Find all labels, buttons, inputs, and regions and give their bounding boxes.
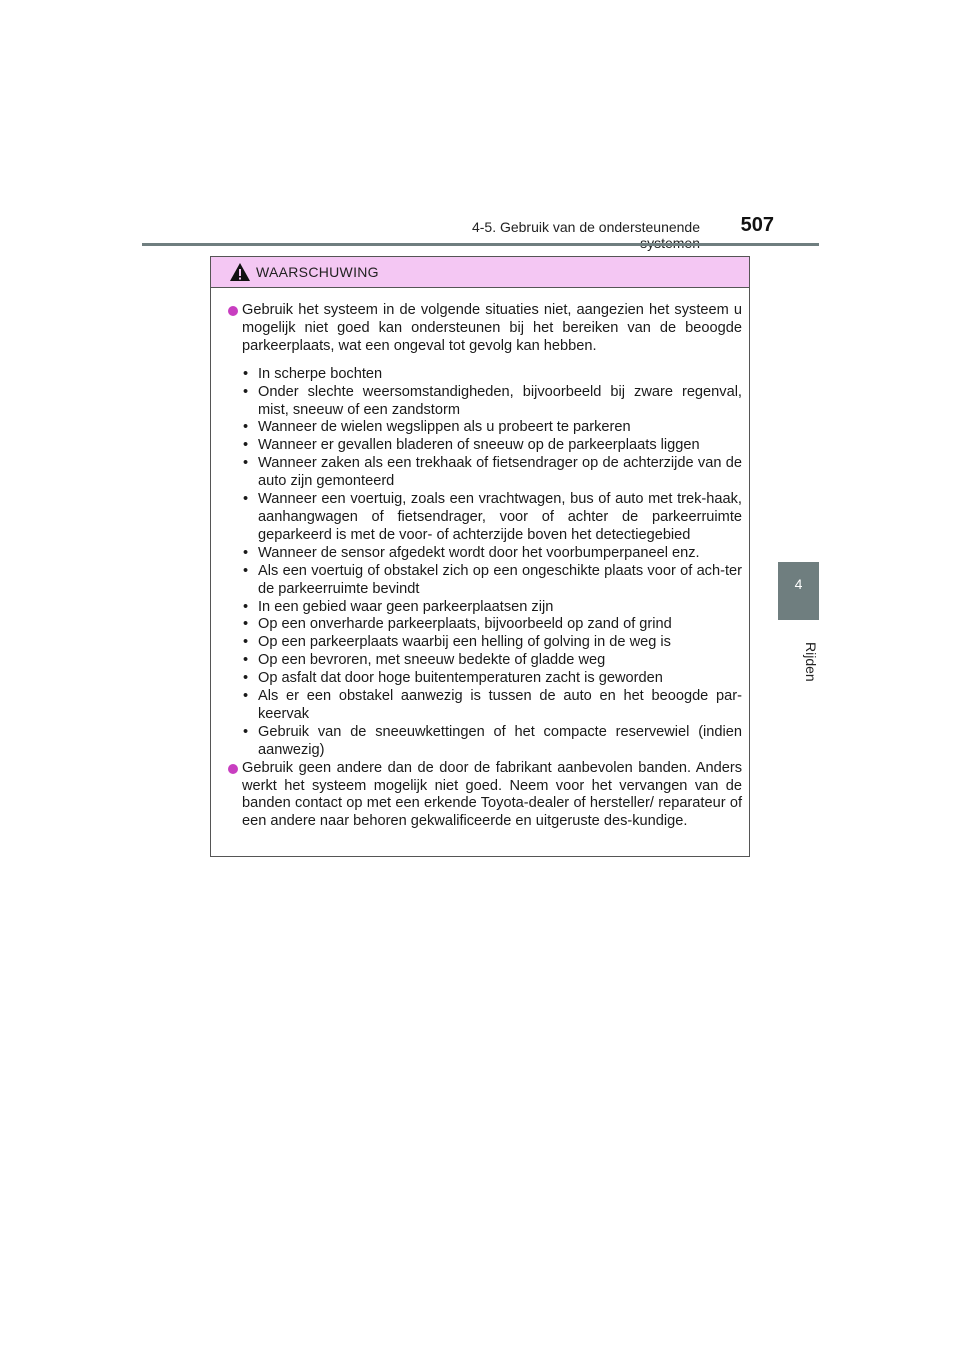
list-item: • Onder slechte weersomstandigheden, bijvoorbeeld bij zware regenval, mist, sneeuw of een zandstorm (243, 383, 742, 418)
warning-paragraph (228, 302, 742, 356)
warning-triangle-icon (229, 262, 251, 282)
warning-body (211, 288, 749, 831)
list-item: • Op asfalt dat door hoge buitentemperaturen zacht is geworden (243, 670, 663, 687)
header-rule (142, 243, 819, 246)
list-item: • In een gebied waar geen parkeerplaatsen zijn (243, 598, 554, 615)
list-item: • In scherpe bochten (243, 365, 383, 382)
list-item: • Als er een obstakel aanwezig is tussen de auto en het beoogde par-keervak (243, 688, 742, 722)
list-item: • Op een bevroren, met sneeuw bedekte of gladde weg (243, 652, 606, 669)
chapter-number: 4 (794, 576, 803, 592)
warning-paragraph-text: Gebruik geen andere dan de door de fabrikant aanbevolen banden. Anders werkt het systeem mogelijk niet goed. Neem voor het vervangen van de banden contact op met een erkende Toyota-dealer of hersteller/ reparateur of een andere naar behoren gekwalificeerde en uitgeruste des-kundige. (242, 759, 742, 830)
list-item: • Als een voertuig of obstakel zich op een ongeschikte plaats voor of ach-ter de parkeerruimte bevindt (243, 562, 742, 597)
list-item: • Wanneer een voertuig, zoals een vrachtwagen, bus of auto met trek-haak, aanhangwagen of fietsendrager, voor of achter de parkeerruimte geparkeerd is met de voor- of achterzijde boven het detectiegebied (243, 491, 742, 543)
list-item: • Gebruik van de sneeuwkettingen of het compacte reservewiel (indien aanwezig) (243, 723, 742, 758)
list-item: • Wanneer zaken als een trekhaak of fietsendrager op de achterzijde van de auto zijn gemonteerd (243, 455, 742, 490)
list-item: • Op een parkeerplaats waarbij een helling of golving in de weg is (243, 634, 671, 651)
warning-header (211, 257, 749, 288)
warning-box (210, 256, 750, 857)
list-item: • Wanneer de sensor afgedekt wordt door het voorbumperpaneel enz. (243, 544, 700, 561)
warning-paragraph (228, 760, 742, 832)
page-number: 507 (740, 214, 774, 236)
chapter-label: Rijden (803, 642, 819, 682)
list-item: • Wanneer de wielen wegslippen als u probeert te parkeren (243, 419, 631, 436)
warning-title: WAARSCHUWING (256, 264, 379, 280)
list-item: • Wanneer er gevallen bladeren of sneeuw op de parkeerplaats liggen (243, 437, 700, 454)
bullet-dot-icon (228, 306, 238, 316)
chapter-tab[interactable] (778, 562, 819, 620)
bullet-dot-icon (228, 764, 238, 774)
condition-list (228, 366, 742, 760)
warning-paragraph-text: Gebruik het systeem in de volgende situaties niet, aangezien het systeem u mogelijk niet goed kan ondersteunen bij het bereiken van de beoogde parkeerplaats, wat een ongeval tot gevolg kan hebben. (242, 302, 742, 354)
section-title: 4-5. Gebruik van de ondersteunende (471, 219, 700, 235)
list-item: • Op een onverharde parkeerplaats, bijvoorbeeld op zand of grind (243, 616, 672, 633)
